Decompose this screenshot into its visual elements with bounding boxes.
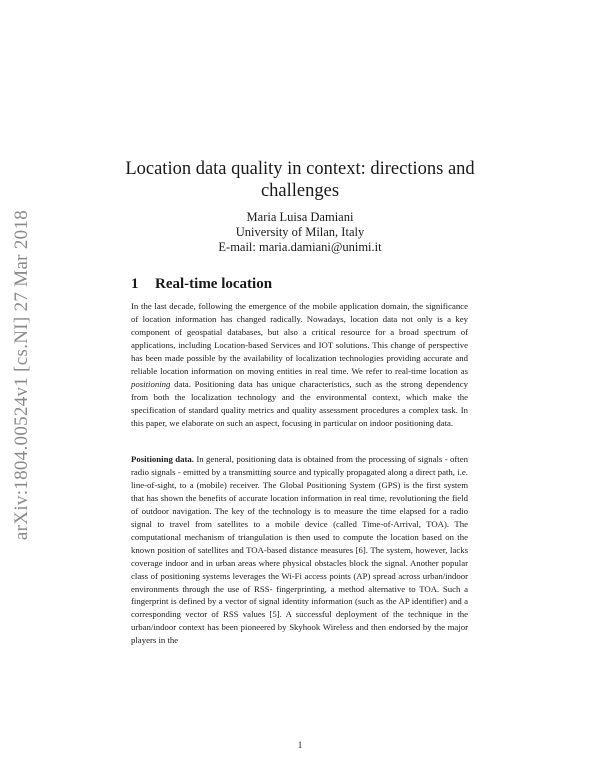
paragraph-1-text-b: data. Positioning data has unique characteristics, such as the strong dependency from both the localization technology and the environmental context, which make the specification of standard quality metrics and quality assessment procedures a complex task. In this paper, we elaborate on such an aspect, focusing in particular on indoor positioning data. — [131, 378, 468, 428]
section-heading — [131, 276, 272, 293]
title-line-2: challenges — [260, 181, 340, 201]
author-email: E-mail: maria.damiani@unimi.it — [218, 240, 382, 254]
body-paragraph-2 — [131, 453, 468, 647]
paper-title — [120, 158, 480, 202]
author-name: Maria Luisa Damiani — [246, 210, 354, 224]
author-block — [120, 210, 480, 255]
page-number: 1 — [297, 740, 303, 750]
author-affiliation: University of Milan, Italy — [235, 225, 365, 239]
paragraph-2-text: In general, positioning data is obtained from the processing of signals - often radio signals - emitted by a transmitting source and typically propagated along a direct path, i.e. line-of-sight, to a (mobile) receiver. The Global Positioning System (GPS) is the first system that has shown the benefits of accurate location information in real time, revolutioning the field of outdoor navigation. The key of the technology is to measure the time elapsed for a radio signal to travel from satellites to a mobile device (called Time-of-Arrival, TOA). The computational mechanism of triangulation is then used to compute the location based on the known position of satellites and TOA-based distance measures [6]. The system, however, lacks coverage indoor and in urban areas where physical obstacles block the signal. Another popular class of positioning systems leverages the Wi-Fi access points (AP) spread across urban/indoor environments through the use of RSS- fingerprinting, a method alternative to TOA. Such a fingerprint is defined by a vector of signal identity information (such as the AP identifier) and a corresponding vector of RSS values [5]. A successful deployment of the technique in the urban/indoor context has been pioneered by Skyhook Wireless and then endorsed by the major players in the — [131, 454, 468, 646]
paragraph-1-text-a: In the last decade, following the emergence of the mobile application domain, the significance of location information has changed radically. Nowadays, location data not only is a key component of geospatial databases, but also a critical resource for a broad spectrum of applications, including Location-based Services and IOT solutions. This change of perspective has been made possible by the availability of localization technologies providing accurate and reliable location information on moving entities in real time. We refer to real-time location as — [131, 301, 468, 376]
paragraph-2-run-in-heading: Positioning data. — [131, 454, 194, 464]
arxiv-identifier: arXiv:1804.00524v1 [cs.NI] 27 Mar 2018 — [11, 209, 32, 541]
section-number: 1 — [131, 276, 139, 292]
paragraph-1-emphasis: positioning — [131, 378, 171, 389]
arxiv-sidebar-stamp — [10, 185, 34, 565]
body-paragraph-1 — [131, 300, 468, 430]
title-line-1: Location data quality in context: directions and — [125, 159, 475, 179]
section-title: Real-time location — [155, 276, 273, 292]
